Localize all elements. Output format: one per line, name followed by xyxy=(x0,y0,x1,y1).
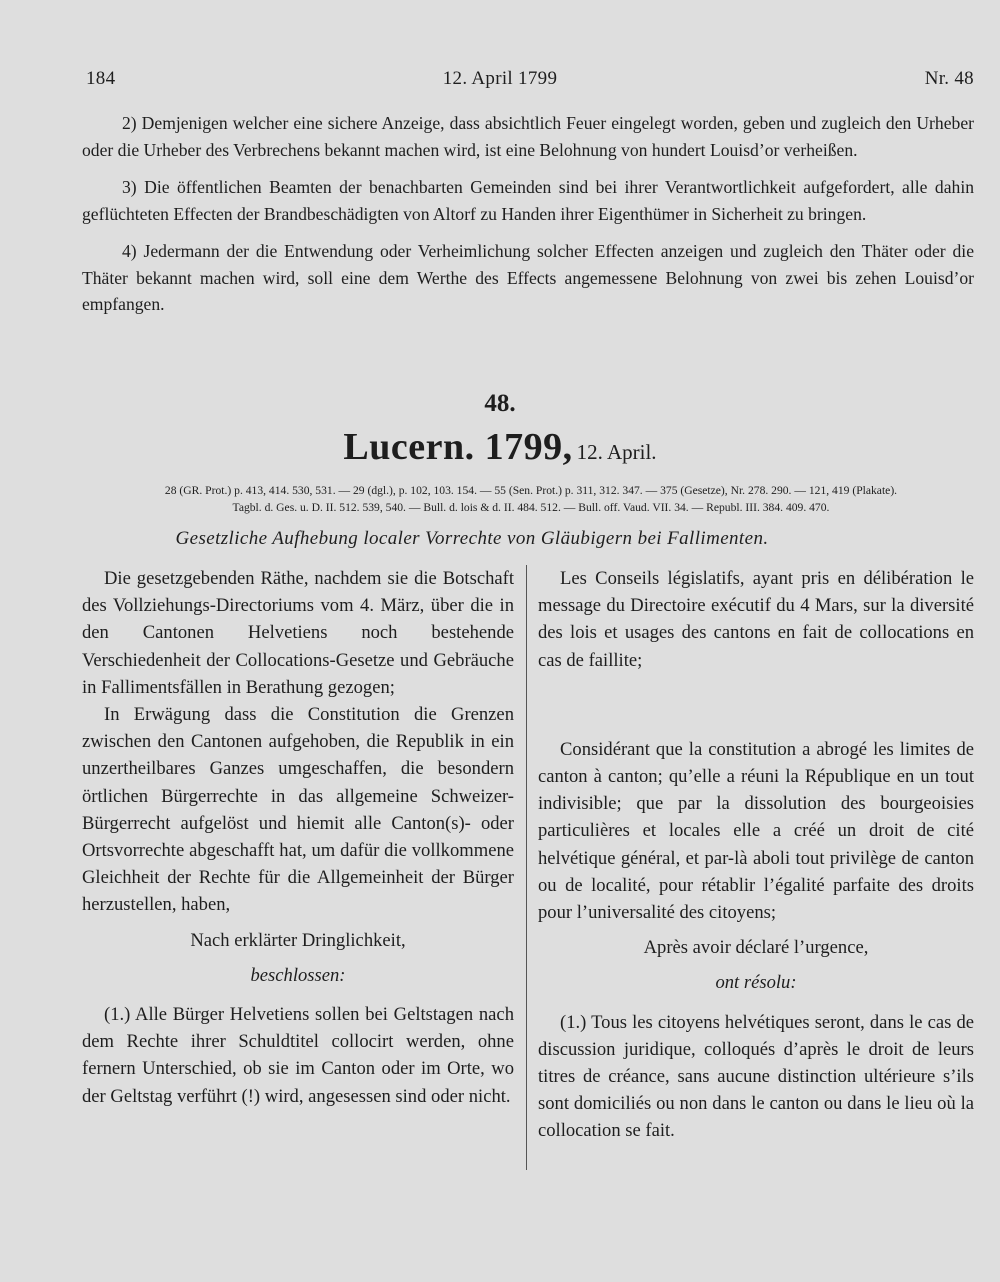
article-2: 2) Demjenigen welcher eine sichere Anzeige, dass absichtlich Feuer eingelegt worden, geben und zugleich den Urheber oder die Urheber des Verbrechens bekannt machen wird, ist eine Belohnung von hundert Louisd’or verheißen. xyxy=(82,113,974,160)
issue-number: Nr. 48 xyxy=(924,68,974,89)
references xyxy=(86,482,976,516)
german-resolved: beschlossen: xyxy=(250,964,346,986)
french-article-1: (1.) Tous les citoyens helvétiques seront, dans le cas de discussion juridique, colloqués d’après le droit de leurs titres de créance, sans aucune distinction ultérieure s’ils sont domiciliés ou non dans le canton ou dans le lieu où la collocation se fait. xyxy=(538,1011,974,1142)
german-article-1: (1.) Alle Bürger Helvetiens sollen bei Geltstagen nach dem Rechte ihrer Schuldtitel collocirt werden, ohne fernern Unterschied, ob sie im Canton oder im Orte, wo der Geltstag verführt (!) wird, angesessen sind oder nicht. xyxy=(82,1004,514,1107)
page-number: 184 xyxy=(86,68,116,89)
article-3: 3) Die öffentlichen Beamten der benachbarten Gemeinden sind bei ihrer Verantwortlichkeit aufgefordert, alle dahin geflüchteten Effecten der Brandbeschädigten von Altorf zu Handen ihrer Eigenthümer in Sicherheit zu bringen. xyxy=(82,177,974,224)
references-line-1: 28 (GR. Prot.) p. 413, 414. 530, 531. — 29 (dgl.), p. 102, 103. 154. — 55 (Sen. Prot.) p. 311, 312. 347. — 375 (Gesetze), Nr. 278. 290. — 121, 419 (Plakate). xyxy=(164,484,898,497)
section-subtitle: Gesetzliche Aufhebung localer Vorrechte von Gläubigern bei Fallimenten. xyxy=(175,528,769,549)
column-divider xyxy=(526,565,527,1170)
references-line-2: Tagbl. d. Ges. u. D. II. 512. 539, 540. — Bull. d. lois & d. II. 484. 512. — Bull. off. Vaud. VII. 34. — Republ. III. 384. 409. 470. xyxy=(232,501,830,514)
french-column xyxy=(538,565,974,1145)
continued-articles xyxy=(82,110,974,329)
section-number: 48. xyxy=(484,390,516,417)
french-preamble: Les Conseils législatifs, ayant pris en délibération le message du Directoire exécutif du 4 Mars, sur la diversité des lois et usages des cantons en fait de collocations en cas de faillite; xyxy=(538,568,974,671)
section-date: 12. April. xyxy=(576,440,657,464)
german-column xyxy=(82,565,514,1110)
german-preamble: Die gesetzgebenden Räthe, nachdem sie die Botschaft des Vollziehungs-Directoriums vom 4. März, über die in den Cantonen Helvetiens noch bestehende Verschiedenheit der Collocations-Gesetze und Gebräuche in Fallimentsfällen in Berathung gezogen; xyxy=(82,568,514,698)
french-urgency: Après avoir déclaré l’urgence, xyxy=(643,937,869,959)
section-place-year: Lucern. 1799, xyxy=(343,426,573,468)
german-considerations: In Erwägung dass die Constitution die Grenzen zwischen den Cantonen aufgehoben, die Republik in ein unzertheilbares Ganzes umgeschaffen, die besondern örtlichen Bürgerrechte in das allgemeine Schweizer-Bürgerrecht aufgelöst und hiemit alle Canton(s)- oder Ortsvorrechte abgeschafft hat, um dafür die vollkommene Gleichheit der Rechte für die Allgemeinheit der Bürger herzustellen, haben, xyxy=(82,704,514,916)
french-resolved: ont résolu: xyxy=(715,972,797,994)
running-date: 12. April 1799 xyxy=(442,68,558,89)
french-considerations: Considérant que la constitution a abrogé les limites de canton à canton; qu’elle a réuni la République en un tout indivisible; que par la dissolution des bourgeoisies particulières et locales elle a créé un droit de cité helvétique général, et par-là aboli tout privilège de canton ou de localité, pour rétablir l’égalité parfaite des droits pour l’universalité des citoyens; xyxy=(538,738,974,924)
article-4: 4) Jedermann der die Entwendung oder Verheimlichung solcher Effecten anzeigen und zugleich den Thäter oder die Thäter bekannt machen wird, soll eine dem Werthe des Effects angemessene Belohnung von zwei bis zehen Louisd’or empfangen. xyxy=(82,241,974,314)
german-urgency: Nach erklärter Dringlichkeit, xyxy=(190,929,406,951)
section-heading xyxy=(0,425,1000,469)
